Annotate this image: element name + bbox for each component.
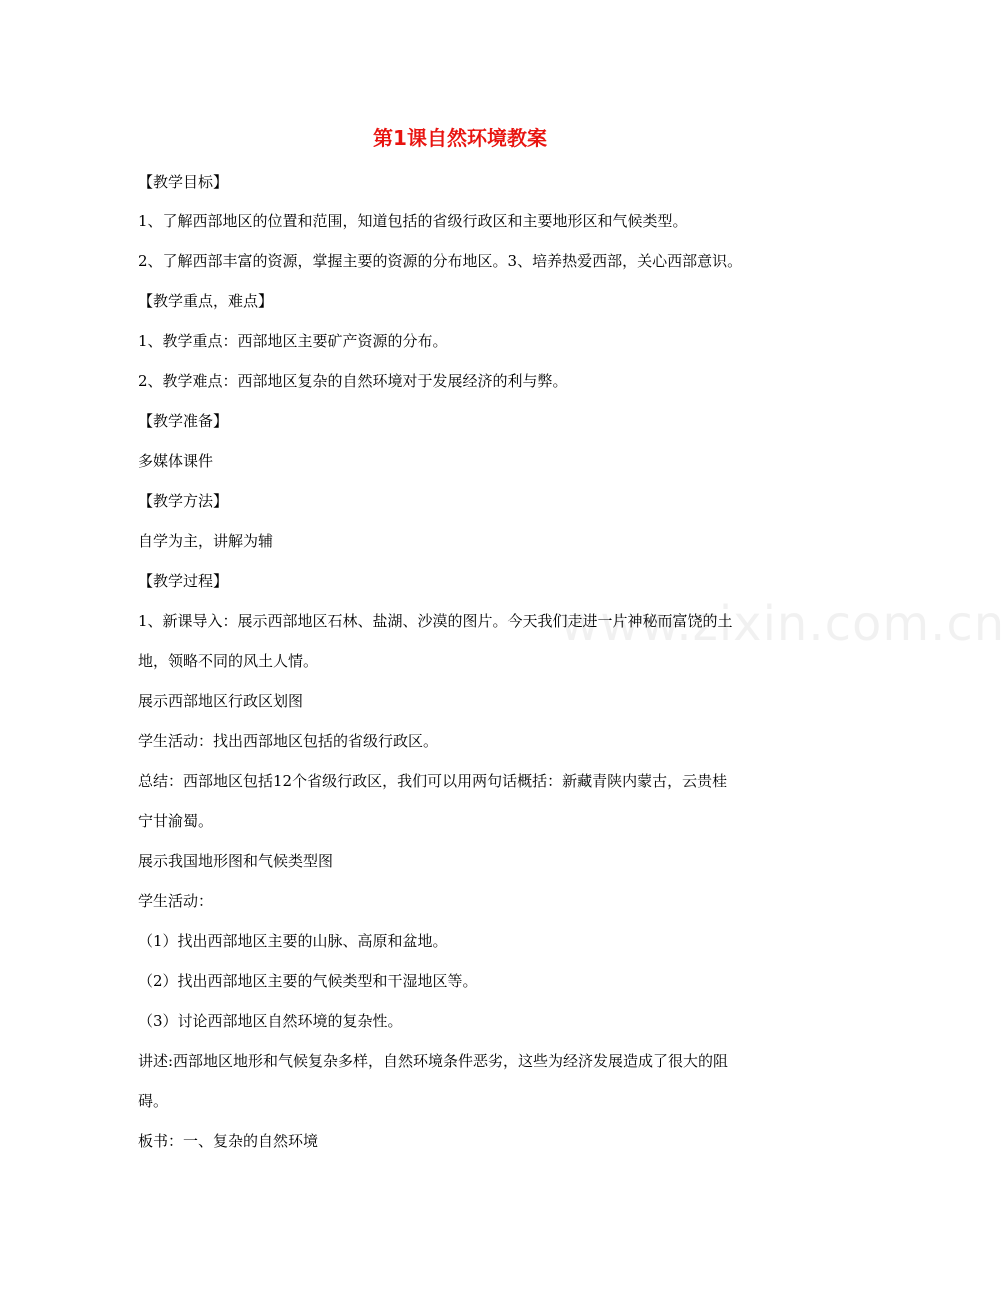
document-title: 第1课自然环境教案 — [373, 126, 547, 150]
paragraph-line: 2、了解西部丰富的资源，掌握主要的资源的分布地区。3、培养热爱西部，关心西部意识。 — [138, 252, 743, 270]
section-heading-key-points: 【教学重点，难点】 — [138, 292, 274, 310]
paragraph-line: 学生活动： — [138, 892, 214, 910]
paragraph-line: 自学为主，讲解为辅 — [138, 532, 274, 550]
paragraph-line: 总结：西部地区包括12个省级行政区，我们可以用两句话概括：新藏青陕内蒙古，云贵桂 — [138, 772, 728, 790]
paragraph-line: 1、新课导入：展示西部地区石林、盐湖、沙漠的图片。今天我们走进一片神秘而富饶的土 — [138, 612, 733, 630]
section-heading-process: 【教学过程】 — [138, 572, 229, 590]
list-item: （2）找出西部地区主要的气候类型和干湿地区等。 — [138, 972, 478, 990]
paragraph-line: 讲述:西部地区地形和气候复杂多样，自然环境条件恶劣，这些为经济发展造成了很大的阻 — [138, 1052, 729, 1070]
paragraph-line: 地，领略不同的风土人情。 — [138, 652, 319, 670]
paragraph-line: 宁甘渝蜀。 — [138, 812, 214, 830]
paragraph-line: 2、教学难点：西部地区复杂的自然环境对于发展经济的利与弊。 — [138, 372, 568, 390]
section-heading-preparation: 【教学准备】 — [138, 412, 229, 430]
list-item: （1）找出西部地区主要的山脉、高原和盆地。 — [138, 932, 448, 950]
section-heading-objectives: 【教学目标】 — [138, 173, 229, 191]
paragraph-line: 展示西部地区行政区划图 — [138, 692, 304, 710]
paragraph-line: 多媒体课件 — [138, 452, 214, 470]
list-item: （3）讨论西部地区自然环境的复杂性。 — [138, 1012, 403, 1030]
paragraph-line: 1、教学重点：西部地区主要矿产资源的分布。 — [138, 332, 448, 350]
paragraph-line: 板书：一、复杂的自然环境 — [138, 1132, 319, 1150]
paragraph-line: 1、了解西部地区的位置和范围，知道包括的省级行政区和主要地形区和气候类型。 — [138, 212, 688, 230]
paragraph-line: 学生活动：找出西部地区包括的省级行政区。 — [138, 732, 439, 750]
paragraph-line: 碍。 — [138, 1092, 169, 1110]
section-heading-methods: 【教学方法】 — [138, 492, 229, 510]
watermark: www.zixin.com.cn — [560, 596, 1005, 652]
paragraph-line: 展示我国地形图和气候类型图 — [138, 852, 334, 870]
